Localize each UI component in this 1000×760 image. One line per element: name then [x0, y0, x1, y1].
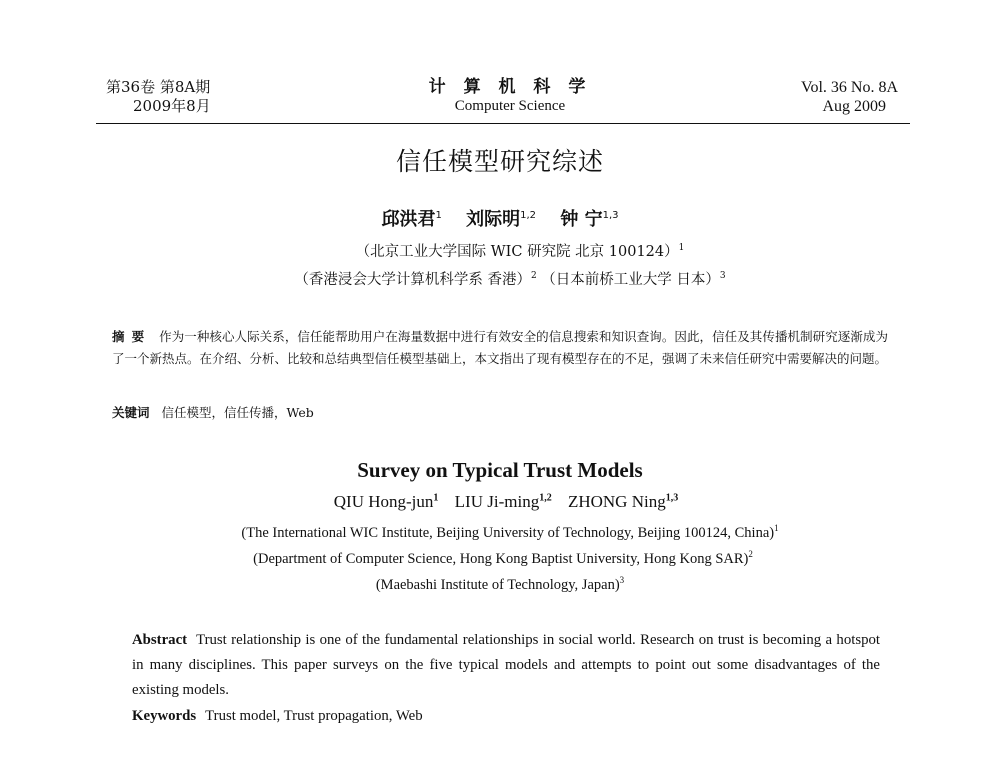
affiliation-text: （北京工业大学国际 WIC 研究院 北京 100124）: [355, 244, 679, 260]
author-sup: 1,2: [539, 492, 552, 504]
author-en: [334, 492, 439, 511]
affiliation-en-2: [0, 549, 1000, 568]
journal-name: [390, 78, 630, 116]
author-name: LIU Ji-ming: [454, 492, 540, 511]
author-sup: 1,2: [520, 210, 537, 221]
journal-name-en: Computer Science: [454, 98, 566, 114]
affiliation-text: (Department of Computer Science, Hong Kong Baptist University, Hong Kong SAR): [253, 550, 749, 567]
journal-volume-info-en: [801, 78, 898, 116]
abstract-text-en: Trust relationship is one of the fundamental relationships in social world. Research on trust is becoming a hotspot in many disciplines. This paper surveys on the five typical models and attempts to point out some disadvantages of the existing models.: [132, 632, 880, 698]
affiliation-sup: 1: [678, 243, 685, 254]
affiliation-text: (Maebashi Institute of Technology, Japan): [375, 576, 620, 593]
affiliation-sup: 3: [619, 575, 625, 585]
affiliation-sup: 2: [530, 271, 537, 282]
journal-name-cn: 计 算 机 科 学: [428, 77, 592, 97]
author-en: [455, 492, 552, 511]
author-name: 邱洪君: [381, 209, 436, 230]
author-sup: 1,3: [602, 210, 619, 221]
abstract-cn: [112, 326, 888, 370]
affiliation-cn-2: [0, 268, 1000, 289]
affiliation-sup: 2: [748, 549, 753, 559]
abstract-text-cn: 作为一种核心人际关系，信任能帮助用户在海量数据中进行有效安全的信息搜索和知识查询。因此，信任及其传播机制研究逐渐成为了一个新热点。在介绍、分析、比较和总结典型信任模型基础上，本文指出了现有模型存在的不足，强调了未来信任研究中需要解决的问题。: [112, 329, 888, 366]
author-name: 钟 宁: [560, 209, 603, 230]
affiliation-text: (The International WIC Institute, Beijing University of Technology, Beijing 100124, China): [241, 524, 775, 541]
affiliation-en-3: [0, 575, 1000, 594]
author-en: [568, 492, 678, 511]
author-cn: [381, 209, 441, 230]
volume-issue: 第36卷 第8A期: [106, 78, 211, 96]
journal-volume-info: [106, 78, 211, 116]
issue-date-en: Aug 2009: [822, 98, 886, 115]
keywords-text-cn: 信任模型，信任传播，Web: [161, 405, 314, 420]
author-list-en: [0, 492, 1000, 512]
author-name: ZHONG Ning: [567, 492, 666, 511]
keywords-label-cn: 关键词: [112, 405, 150, 420]
abstract-en: [132, 628, 880, 703]
header-rule: [96, 123, 910, 124]
author-name: 刘际明: [466, 209, 521, 230]
volume-issue-en: Vol. 36 No. 8A: [800, 79, 898, 96]
author-sup: 1,3: [665, 492, 679, 504]
keywords-text-en: Trust model, Trust propagation, Web: [205, 708, 423, 724]
abstract-label-en: Abstract: [132, 632, 188, 648]
keywords-cn: [112, 403, 314, 421]
paper-title-cn: 信任模型研究综述: [395, 147, 604, 176]
author-cn: [466, 209, 536, 230]
author-cn: [560, 209, 618, 230]
author-name: QIU Hong-jun: [333, 492, 434, 511]
abstract-label-cn: 摘要: [112, 329, 152, 344]
author-sup: 1: [433, 492, 439, 504]
author-list-cn: [0, 205, 1000, 231]
keywords-label-en: Keywords: [132, 708, 197, 724]
affiliation-sup: 3: [719, 271, 726, 282]
keywords-en: [132, 704, 423, 729]
affiliation-en-1: [0, 523, 1000, 542]
issue-date: 2009年8月: [133, 97, 211, 115]
affiliation-text: （日本前桥工业大学 日本）: [541, 272, 720, 288]
affiliation-text: （香港浸会大学计算机科学系 香港）: [294, 272, 531, 288]
affiliation-sup: 1: [774, 523, 779, 533]
affiliation-cn-1: [0, 240, 1000, 261]
paper-title-en: Survey on Typical Trust Models: [357, 458, 643, 482]
author-sup: 1: [435, 210, 442, 221]
